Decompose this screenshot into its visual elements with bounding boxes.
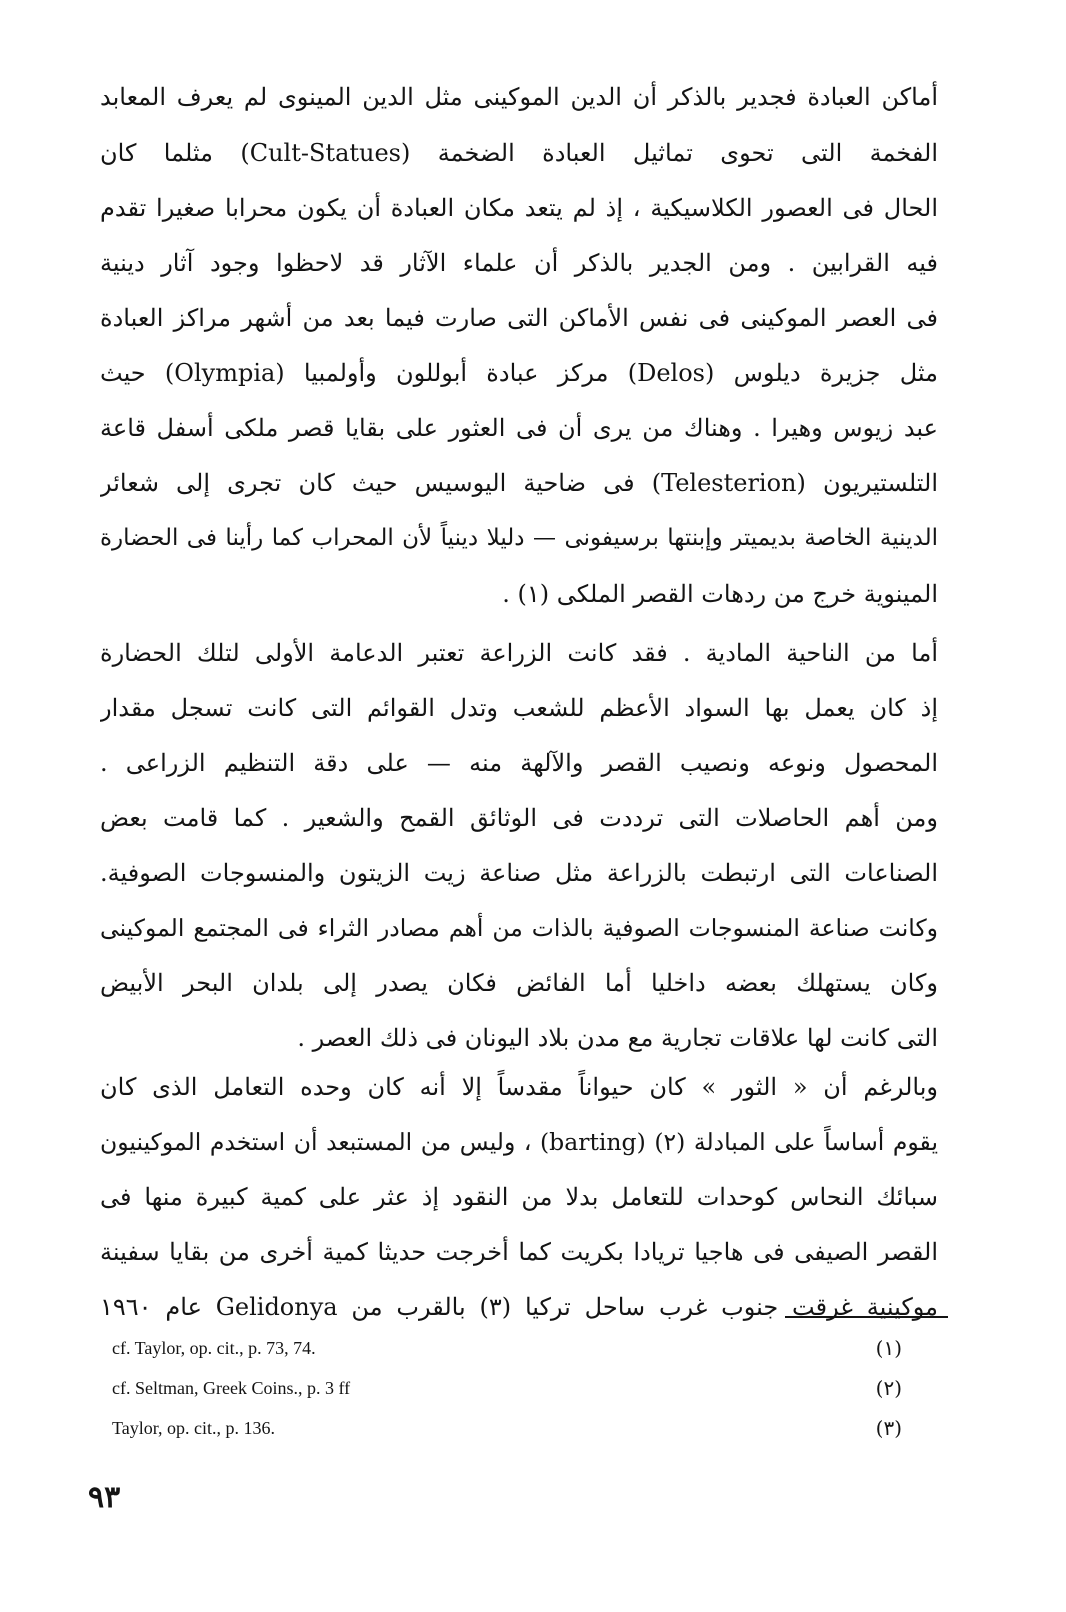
text-line: الصناعات التى ارتبطت بالزراعة مثل صناعة زيت الزيتون والمنسوجات الصوفية. [100,859,938,887]
text-line: المينوية خرج من ردهات القصر الملكى (١) . [502,580,938,608]
text-line: وكانت صناعة المنسوجات الصوفية بالذات من أهم مصادر الثراء فى المجتمع الموكينى [100,914,938,942]
text-line: فى العصر الموكينى فى نفس الأماكن التى صارت فيما بعد من أشهر مراكز العبادة [100,304,938,332]
footnote [112,1410,902,1446]
text-line: فيه القرابين . ومن الجدير بالذكر أن علماء الآثار قد لاحظوا وجود آثار دينية [100,249,938,277]
footnote-number: (١) [875,1336,902,1360]
text-line: المحصول ونوعه ونصيب القصر والآلهة منه — على دقة التنظيم الزراعى . [100,749,938,777]
text-line: وكان يستهلك بعضه داخليا أما الفائض فكان يصدر إلى بلدان البحر الأبيض [100,969,938,997]
text-line: أماكن العبادة فجدير بالذكر أن الدين الموكينى مثل الدين المينوى لم يعرف المعابد [100,83,938,111]
text-line: عبد زيوس وهيرا . وهناك من يرى أن فى العثور على بقايا قصر ملكى أسفل قاعة [100,414,938,442]
text-line: القصر الصيفى فى هاجيا تريادا بكريت كما أخرجت حديثا كمية أخرى من بقايا سفينة [100,1238,938,1266]
text-line: ومن أهم الحاصلات التى ترددت فى الوثائق القمح والشعير . كما قامت بعض [100,804,938,832]
text-line: مثل جزيرة ديلوس (Delos) مركز عبادة أبوللون وأولمبيا (Olympia) حيث [100,359,938,387]
footnote-number: (٣) [875,1416,902,1440]
footnote-text: cf. Seltman, Greek Coins., p. 3 ff [112,1378,351,1398]
text-line: يقوم أساساً على المبادلة (٢) (barting) ، وليس من المستبعد أن استخدم الموكينيون [100,1128,938,1156]
text-line: موكينية غرقت جنوب غرب ساحل تركيا (٣) بالقرب من Gelidonya عام ١٩٦٠ [100,1293,938,1321]
text-line: الحال فى العصور الكلاسيكية ، إذ لم يتعد مكان العبادة أن يكون محرابا صغيرا تقدم [100,194,938,222]
text-line: أما من الناحية المادية . فقد كانت الزراعة تعتبر الدعامة الأولى لتلك الحضارة [100,639,938,667]
text-line: إذ كان يعمل بها السواد الأعظم للشعب وتدل القوائم التى كانت تسجل مقدار [100,694,938,722]
footnote-text: cf. Taylor, op. cit., p. 73, 74. [112,1338,316,1358]
page-number: ٩٣ [88,1480,121,1515]
text-line: التى كانت لها علاقات تجارية مع مدن بلاد اليونان فى ذلك العصر . [297,1024,938,1052]
text-line: الدينية الخاصة بديميتر وإبنتها برسيفونى — دليلا دينياً لأن المحراب كما رأينا فى الحضارة [100,525,938,551]
footnote-number: (٢) [875,1376,902,1400]
footnote-text: Taylor, op. cit., p. 136. [112,1418,275,1438]
footnote [112,1370,902,1406]
text-line: وبالرغم أن « الثور » كان حيواناً مقدساً إلا أنه كان وحده التعامل الذى كان [100,1073,938,1101]
text-line: الفخمة التى تحوى تماثيل العبادة الضخمة (Cult-Statues) مثلما كان [100,139,938,167]
footnote [112,1330,902,1366]
text-line: سبائك النحاس كوحدات للتعامل بدلا من النقود إذ عثر على كمية كبيرة منها فى [100,1183,938,1211]
text-line: التلستيريون (Telesterion) فى ضاحية اليوسيس حيث كان تجرى إلى شعائر [100,469,938,497]
footnote-separator [785,1316,948,1318]
